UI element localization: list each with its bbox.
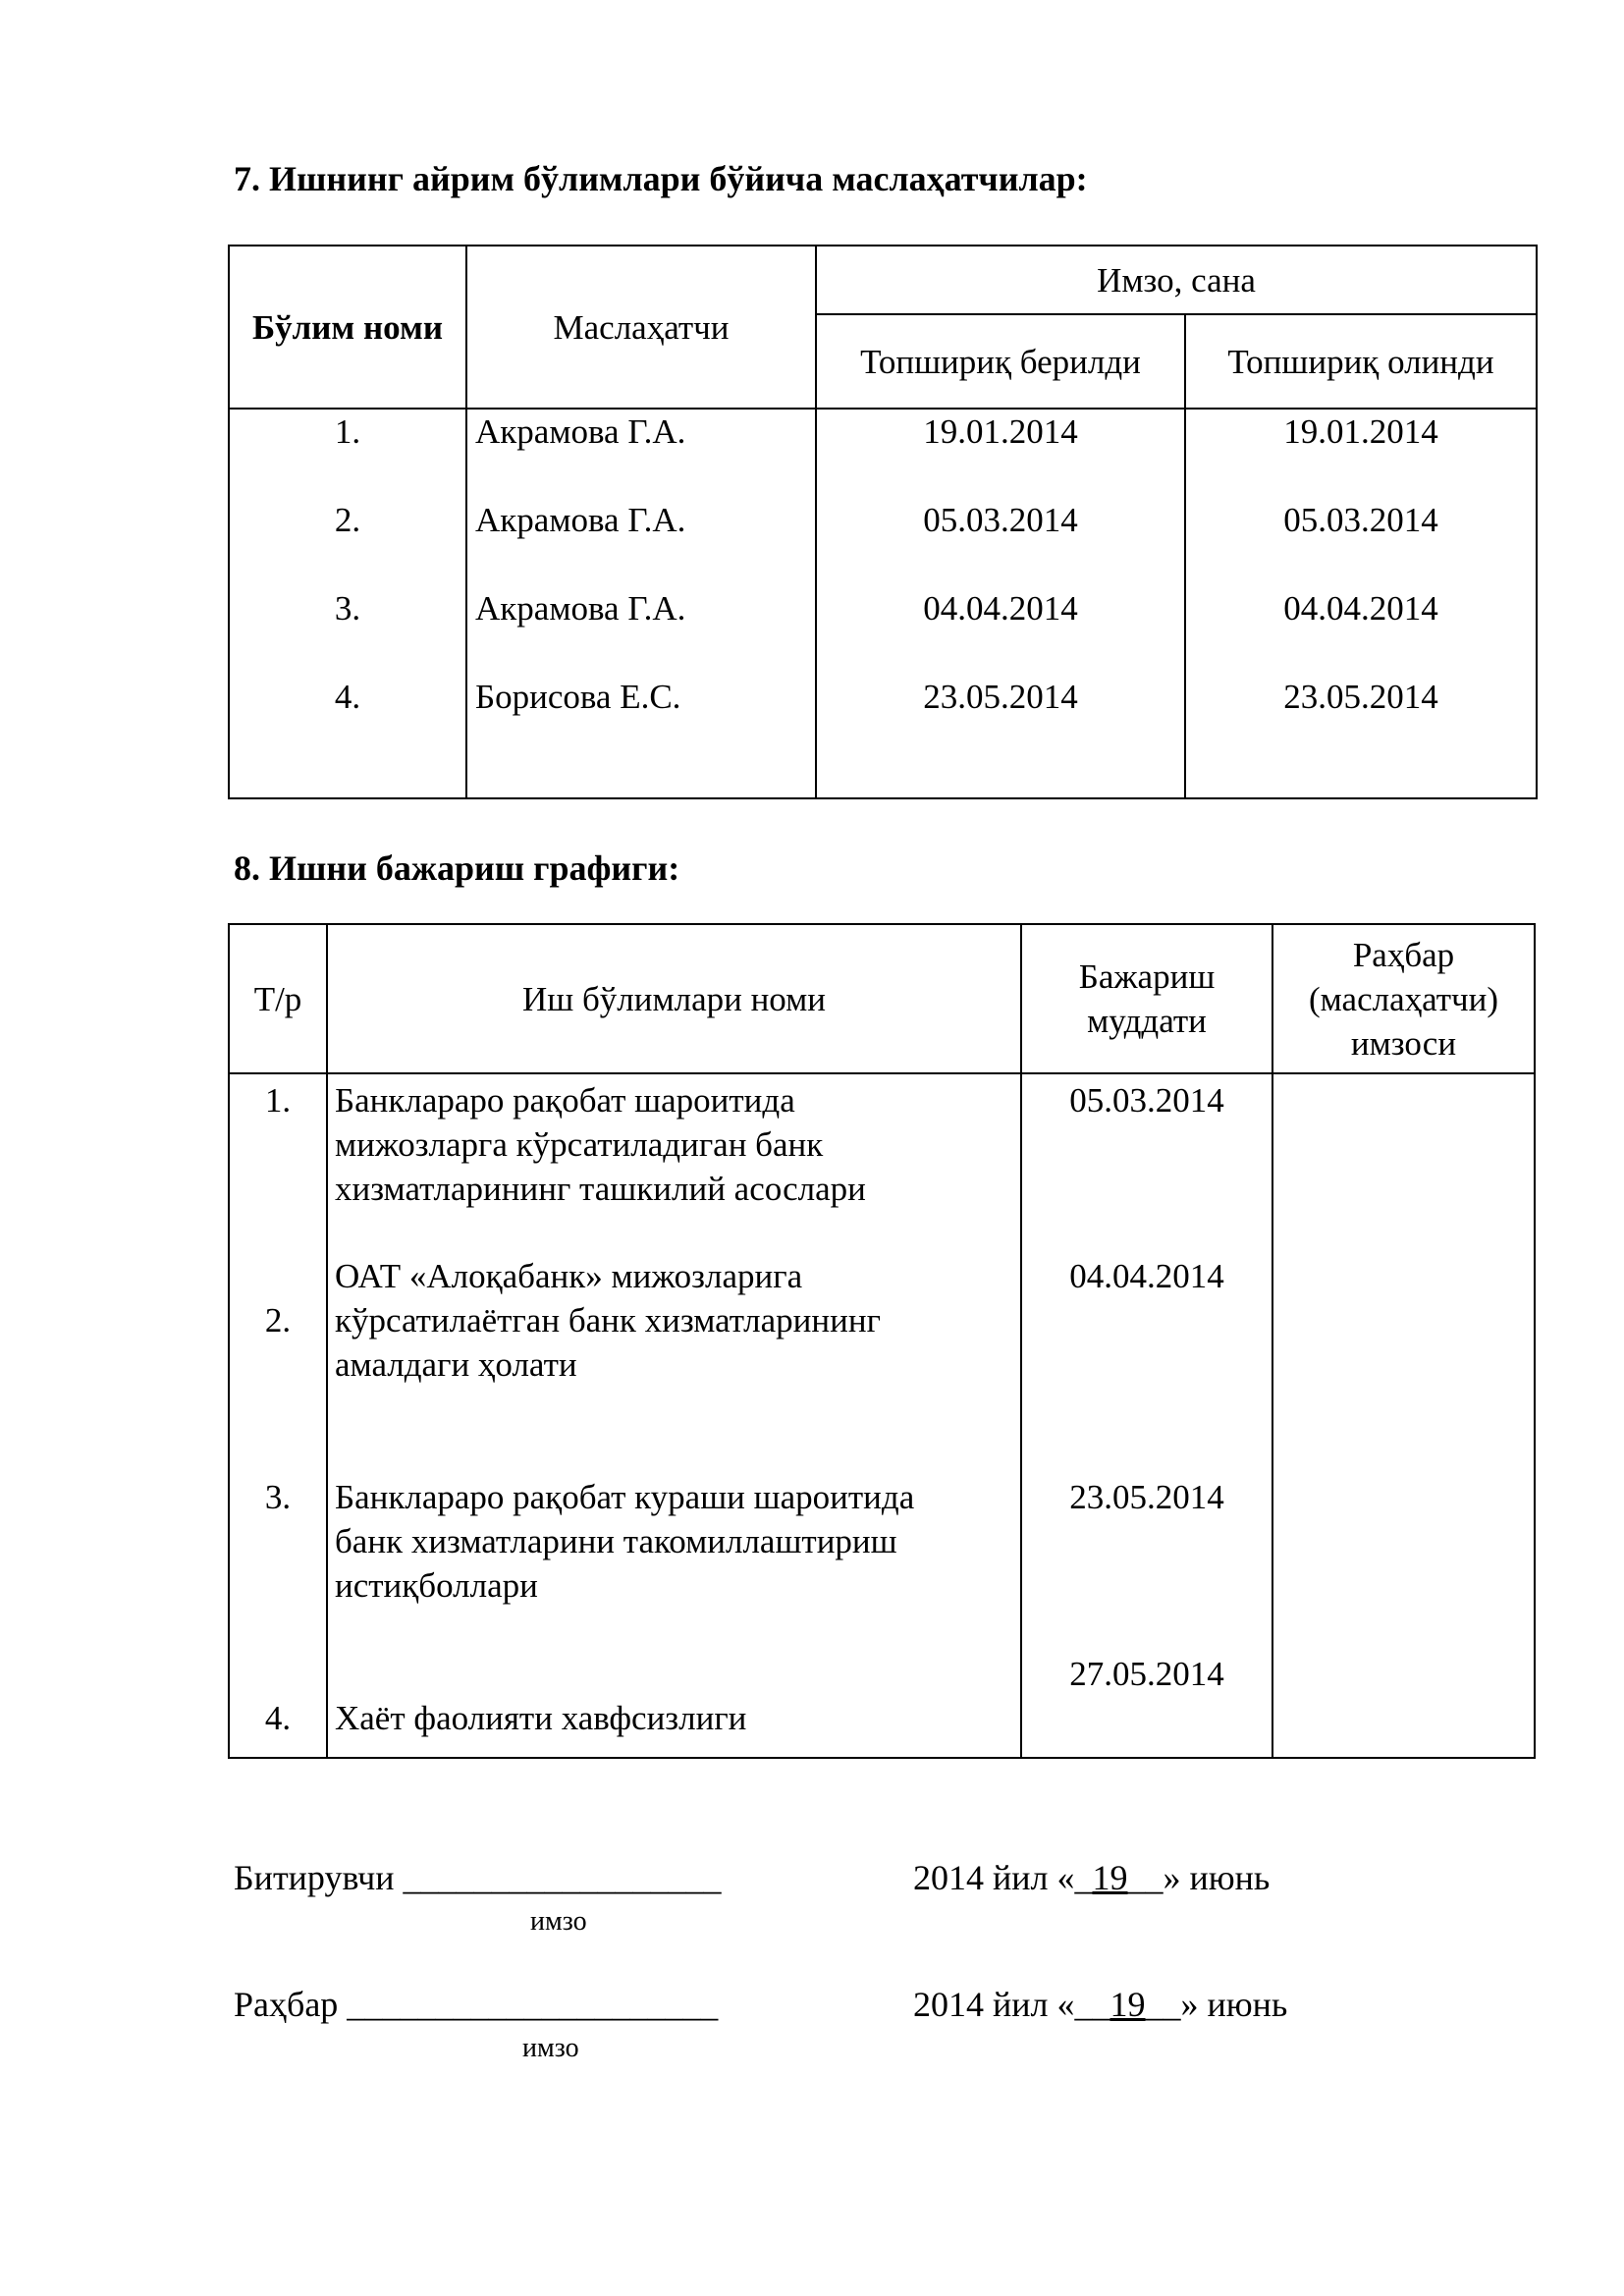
row-number: 1. xyxy=(229,409,466,498)
table-row xyxy=(229,586,1537,675)
deadline-date: 23.05.2014 xyxy=(1021,1471,1272,1648)
part-title xyxy=(327,1250,1021,1471)
supervisor-date-blank: __ xyxy=(1145,1985,1181,2024)
supervisor-label: Раҳбар xyxy=(234,1985,339,2024)
header-consultant: Маслаҳатчи xyxy=(466,246,816,409)
supervisor-signature-cell xyxy=(1272,1471,1535,1648)
supervisor-signature-cell xyxy=(1272,1073,1535,1250)
part-title-line: банк хизматларини такомиллаштириш xyxy=(335,1522,897,1560)
consultants-table xyxy=(228,245,1538,799)
part-title-line: Хаёт фаолияти хавфсизлиги xyxy=(335,1699,747,1737)
supervisor-date-day: 19 xyxy=(1110,1985,1146,2024)
supervisor-signature-cell xyxy=(1272,1648,1535,1758)
part-title xyxy=(327,1471,1021,1648)
part-title-line: кўрсатилаётган банк хизматларининг xyxy=(335,1301,881,1339)
table-row xyxy=(229,675,1537,798)
table-row xyxy=(229,409,1537,498)
table-row xyxy=(229,1471,1535,1648)
header-deadline-line: Бажариш xyxy=(1078,957,1216,996)
graduate-date-blank: __ xyxy=(1127,1858,1164,1897)
header-task-received: Топшириқ олинди xyxy=(1185,314,1537,409)
graduate-date xyxy=(913,1856,1270,1899)
table-row xyxy=(229,498,1537,586)
header-supervisor-line: Раҳбар xyxy=(1352,935,1455,974)
header-supervisor-signature xyxy=(1272,924,1535,1073)
part-title-line: мижозларга кўрсатиладиган банк xyxy=(335,1125,824,1164)
supervisor-signature-cell xyxy=(1272,1250,1535,1471)
part-title-line: ОАТ «Алоқабанк» мижозларига xyxy=(335,1257,803,1295)
task-given-date: 04.04.2014 xyxy=(816,586,1185,675)
supervisor-date xyxy=(913,1983,1287,2026)
header-supervisor-line: имзоси xyxy=(1350,1023,1457,1063)
part-title xyxy=(327,1073,1021,1250)
consultant-name: Акрамова Г.А. xyxy=(466,409,816,498)
supervisor-signature-line xyxy=(234,1983,718,2026)
row-number: 4. xyxy=(229,1648,327,1758)
header-deadline xyxy=(1021,924,1272,1073)
header-deadline-line: муддати xyxy=(1087,1002,1207,1040)
part-title-line: истиқболлари xyxy=(335,1566,538,1605)
supervisor-date-blank: __ xyxy=(1074,1985,1110,2024)
graduate-signature-blank: __________________ xyxy=(403,1858,722,1897)
row-number: 4. xyxy=(229,675,466,798)
header-supervisor-line: (маслаҳатчи) xyxy=(1308,979,1499,1018)
header-part-name: Иш бўлимлари номи xyxy=(327,924,1021,1073)
graduate-signature-line xyxy=(234,1856,721,1899)
table-row xyxy=(229,1648,1535,1758)
part-title-line: амалдаги ҳолати xyxy=(335,1345,577,1384)
header-task-given: Топшириқ берилди xyxy=(816,314,1185,409)
deadline-date: 05.03.2014 xyxy=(1021,1073,1272,1250)
table-row xyxy=(229,1250,1535,1471)
header-section-name: Бўлим номи xyxy=(229,246,466,409)
part-title xyxy=(327,1648,1021,1758)
supervisor-date-prefix: 2014 йил « xyxy=(913,1985,1075,2024)
task-given-date: 19.01.2014 xyxy=(816,409,1185,498)
part-title-line: Банклараро рақобат кураши шароитида xyxy=(335,1478,915,1516)
task-received-date: 23.05.2014 xyxy=(1185,675,1537,798)
section8-title: 8. Ишни бажариш графиги: xyxy=(234,848,680,888)
row-number: 2. xyxy=(229,1250,327,1471)
graduate-date-suffix: » июнь xyxy=(1163,1858,1271,1897)
task-given-date: 23.05.2014 xyxy=(816,675,1185,798)
graduate-label: Битирувчи xyxy=(234,1858,395,1897)
header-number: Т/р xyxy=(229,924,327,1073)
deadline-date: 04.04.2014 xyxy=(1021,1250,1272,1471)
graduate-date-prefix: 2014 йил « xyxy=(913,1858,1075,1897)
task-received-date: 05.03.2014 xyxy=(1185,498,1537,586)
graduate-signature-caption: имзо xyxy=(530,1906,587,1937)
consultant-name: Акрамова Г.А. xyxy=(466,586,816,675)
table-row xyxy=(229,1073,1535,1250)
supervisor-signature-blank: _____________________ xyxy=(347,1985,719,2024)
task-received-date: 19.01.2014 xyxy=(1185,409,1537,498)
task-received-date: 04.04.2014 xyxy=(1185,586,1537,675)
row-number: 3. xyxy=(229,1471,327,1648)
supervisor-signature-caption: имзо xyxy=(522,2033,579,2063)
graduate-date-blank: _ xyxy=(1074,1858,1093,1897)
row-number: 2. xyxy=(229,498,466,586)
row-number: 3. xyxy=(229,586,466,675)
consultant-name: Акрамова Г.А. xyxy=(466,498,816,586)
supervisor-date-suffix: » июнь xyxy=(1180,1985,1288,2024)
task-given-date: 05.03.2014 xyxy=(816,498,1185,586)
row-number: 1. xyxy=(229,1073,327,1250)
part-title-line: Банклараро рақобат шароитида xyxy=(335,1081,795,1120)
header-sign-date: Имзо, сана xyxy=(816,246,1537,314)
section7-title: 7. Ишнинг айрим бўлимлари бўйича маслаҳатчилар: xyxy=(234,159,1088,198)
consultant-name: Борисова Е.С. xyxy=(466,675,816,798)
schedule-table xyxy=(228,923,1536,1759)
part-title-line: хизматларининг ташкилий асослари xyxy=(335,1170,866,1208)
graduate-date-day: 19 xyxy=(1092,1858,1128,1897)
deadline-date: 27.05.2014 xyxy=(1021,1648,1272,1758)
